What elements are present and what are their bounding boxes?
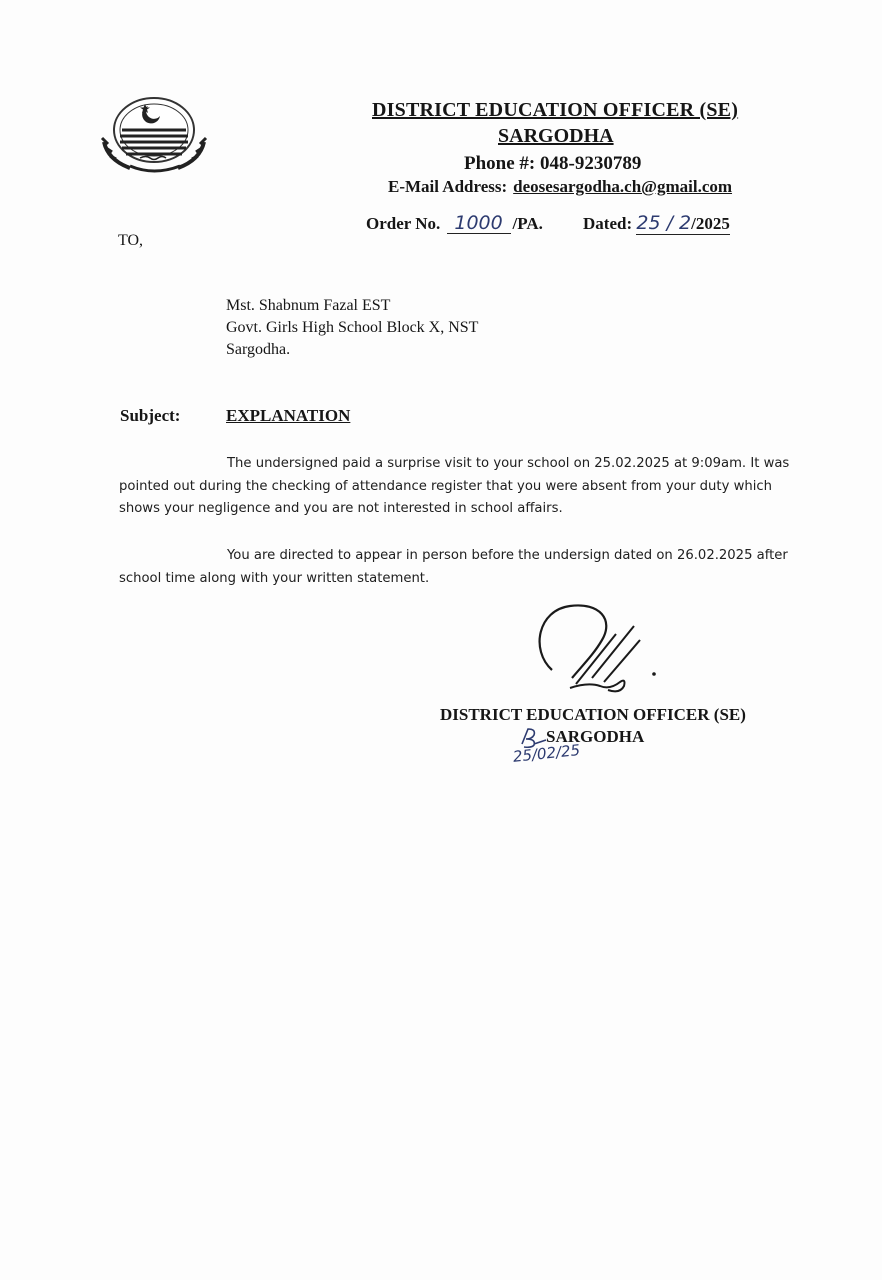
- body-paragraph-2: [119, 545, 799, 590]
- recipient-city: Sargodha.: [226, 341, 291, 358]
- order-suffix: /PA.: [512, 214, 543, 233]
- to-label: TO,: [118, 232, 144, 249]
- office-title: DISTRICT EDUCATION OFFICER (SE): [372, 99, 739, 121]
- dated-line: [583, 213, 730, 235]
- order-number: 1000: [447, 213, 511, 234]
- email-label: E-Mail Address:: [388, 177, 508, 196]
- office-phone: Phone #: 048-9230789: [464, 153, 642, 174]
- dated-handwritten: 25 / 2: [636, 212, 692, 234]
- order-label: Order No.: [366, 214, 441, 233]
- subject-value: EXPLANATION: [226, 406, 351, 425]
- signature-date: 25/02/25: [512, 740, 581, 766]
- body-paragraph-1: [119, 453, 799, 521]
- subject-label: Subject:: [120, 406, 181, 425]
- dated-year: /2025: [691, 214, 730, 233]
- dated-label: Dated:: [583, 214, 633, 233]
- punjab-government-emblem-icon: [96, 92, 216, 176]
- office-city: SARGODHA: [498, 125, 614, 147]
- dated-field: [636, 213, 729, 235]
- email-address: deosesargodha.ch@gmail.com: [513, 177, 733, 196]
- order-number-line: [366, 213, 543, 234]
- recipient-school: Govt. Girls High School Block X, NST: [226, 319, 479, 336]
- recipient-address: [226, 295, 478, 361]
- body-paragraph-2-text: You are directed to appear in person before the undersign dated on 26.02.2025 after school time along with your written statement.: [119, 548, 788, 586]
- signatory-title: DISTRICT EDUCATION OFFICER (SE): [440, 705, 746, 724]
- handwritten-signature-icon: [530, 600, 670, 700]
- signatory-city: SARGODHA: [546, 727, 645, 746]
- recipient-name: Mst. Shabnum Fazal EST: [226, 297, 391, 314]
- body-paragraph-1-text: The undersigned paid a surprise visit to your school on 25.02.2025 at 9:09am. It was pointed out during the checking of attendance register that you were absent from your duty which shows your negligence and you are not interested in school affairs.: [119, 456, 790, 516]
- office-email-line: [388, 177, 732, 197]
